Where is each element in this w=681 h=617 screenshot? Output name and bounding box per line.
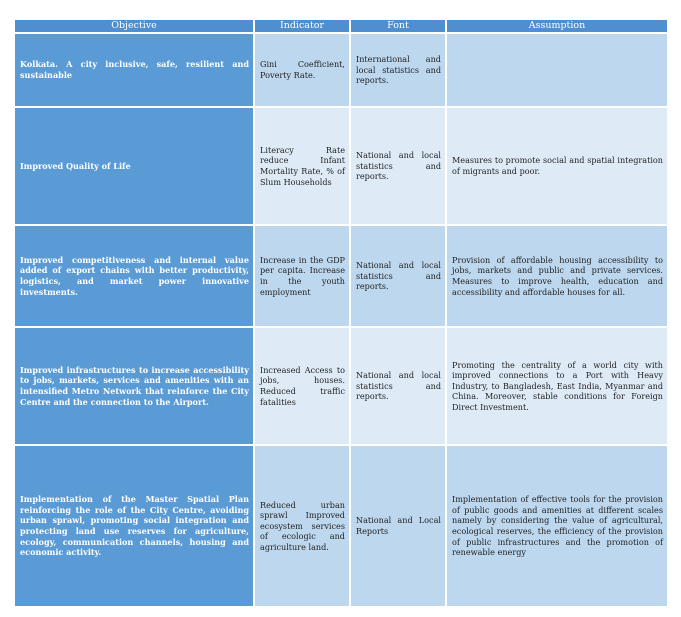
font-cell: International and local statistics and reports. (351, 34, 445, 106)
indicator-cell: Gini Coefficient, Poverty Rate. (255, 34, 349, 106)
table-row (15, 108, 667, 224)
assumption-cell (447, 34, 667, 106)
header-indicator: Indicator (255, 20, 349, 32)
font-cell: National and local statistics and reports. (351, 328, 445, 444)
table-row (15, 328, 667, 444)
font-cell: National and Local Reports (351, 446, 445, 606)
table-row (15, 34, 667, 106)
assumption-cell: Promoting the centrality of a world city with improved connections to a Port with Heavy Industry, to Bangladesh, East India, Myanmar and China. Moreover, stable conditions for Foreign Direct Investment. (447, 328, 667, 444)
font-cell: National and local statistics and reports. (351, 108, 445, 224)
header-row (15, 20, 667, 32)
header-font: Font (351, 20, 445, 32)
objective-cell: Improved competitiveness and internal value added of export chains with better productivity, logistics, and market power innovative investments. (15, 226, 253, 326)
header-assumption: Assumption (447, 20, 667, 32)
table-row (15, 226, 667, 326)
logframe-table (13, 18, 669, 608)
objective-cell: Improved Quality of Life (15, 108, 253, 224)
assumption-cell: Implementation of effective tools for the provision of public goods and amenities at different scales namely by considering the value of agricultural, ecological reserves, the efficiency of the provision of public infrastructures and the promotion of renewable energy (447, 446, 667, 606)
assumption-cell: Measures to promote social and spatial integration of migrants and poor. (447, 108, 667, 224)
indicator-cell: Increased Access to jobs, houses. Reduced traffic fatalities (255, 328, 349, 444)
assumption-cell: Provision of affordable housing accessibility to jobs, markets and public and private services. Measures to improve health, education and accessibility and affordable houses for all. (447, 226, 667, 326)
indicator-cell: Literacy Rate reduce Infant Mortality Rate, % of Slum Households (255, 108, 349, 224)
indicator-cell: Reduced urban sprawl Improved ecosystem services of ecologic and agriculture land. (255, 446, 349, 606)
table-row (15, 446, 667, 606)
objective-cell: Implementation of the Master Spatial Plan reinforcing the role of the City Centre, avoiding urban sprawl, promoting social integration and protecting land use reserves for agriculture, ecology, communication channels, housing and economic activity. (15, 446, 253, 606)
objective-cell: Improved infrastructures to increase accessibility to jobs, markets, services and amenities with an intensified Metro Network that reinforce the City Centre and the connection to the Airport. (15, 328, 253, 444)
font-cell: National and local statistics and reports. (351, 226, 445, 326)
indicator-cell: Increase in the GDP per capita. Increase in the youth employment (255, 226, 349, 326)
header-objective: Objective (15, 20, 253, 32)
objective-cell: Kolkata. A city inclusive, safe, resilient and sustainable (15, 34, 253, 106)
